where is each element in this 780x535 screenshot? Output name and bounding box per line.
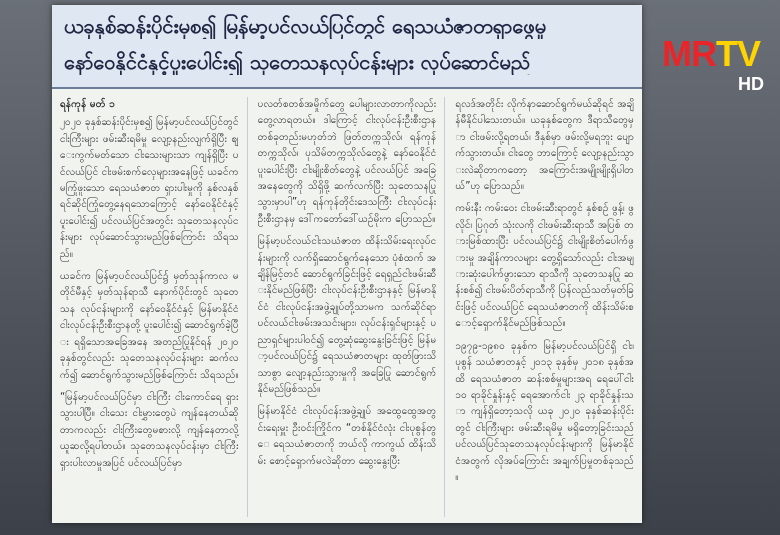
mrtv-wordmark (662, 34, 760, 74)
hd-badge: HD (738, 74, 764, 94)
newspaper-clipping (52, 5, 642, 523)
article-body (60, 97, 634, 517)
paragraph: ၂၀၂၀ ခုနှစ်ဆန်းပိုင်းမှစ၍ မြန်မာ့ပင်လယ်ပြင်တွင် ငါးကြီးများ ဖမ်းဆီးရမိမှု လျော့နည်းလျက်ရှိပြီး ဈေးကွက်မတ်သော ငါးသေးများသာ ကျန်ရှိပြီး ပင်လယ်ပြင် ငါးဖမ်းစက်လှေများအနေဖြင့် ယခင်က မကြုံဖူးသော ရေသယံဇာတ ရှားပါးမှုကို နှစ်လနှစ်ရင်ဆိုင်ကြုံတွေ့နေရသောကြောင့် နော်ဝေနိုင်ငံနှင့် ပူးပေါင်း၍ ပင်လယ်ပြင်အတွင်း သုတေသနလုပ်ငန်းများ လုပ်ဆောင်သွားမည်ဖြစ်ကြောင်း သိရသည်။ (60, 117, 239, 260)
paragraph: ရလဒ်အတိုင်း လိုက်နာဆောင်ရွက်မယ်ဆိုရင် အချိန်မီနိုင်ပါသေးတယ်။ ယခုနှစ်တွေက ဒီရာသီတွေမှာ ငါးဖမ်းလို့ရတယ်၊ ဒီနှစ်မှာ ဖမ်းလို့မရဘူး ပျောက်သွားတယ်။ ငါးတွေ ဘာကြောင့် လျော့နည်းသွားလဲဆိုတာကတော့ အကြောင်းအမျိုးမျိုးရှိပါတယ်”ဟု ပြောသည်။ (455, 99, 635, 193)
paragraph: ပလတ်စတစ်အမှိုက်တွေ ပေါများလာတာကိုလည်း တွေ့လာရတယ်။ ဒါကြောင့် ငါးလုပ်ငန်းဦးစီးဌာနတစ်ခုတည်းမဟုတ်ဘဲ ဖြတ်တက္ကသိုလ်၊ ရန်ကုန်တက္ကသိုလ်၊ ပုသိမ်တက္ကသိုလ်တွေနဲ့ နော်ဝေနိုင်ငံ ပူးပေါင်းပြီး ငါးမျိုးစိတ်တွေနဲ့ ပင်လယ်ပြင် အခြေအနေတွေကို သိရှိဖို့ ဆက်လက်ပြီး သုတေသနပြုသွားမှာပါ”ဟု ရန်ကုန်တိုင်းဒေသကြီး ငါးလုပ်ငန်းဦးစီးဌာနမှ ဒေါ်ကတော်ဒေါ်ယဉ်မိုးက ပြောသည်။ (257, 99, 437, 225)
paragraph: ကမ်းနီး ကမ်းဝေး ငါးဖမ်းဆီးရာတွင် နှစ်စဉ် ဖွန့်၊ ဖွလိုင်၊ ပြဂုတ် သုံးလကို ငါးဖမ်းဆီးရာသီ အပြစ် တားမြစ်ထားပြီး ပင်လယ်ပြင်၌ ငါးမျိုးစိတ်ပေါက်ဖွားမှု အချိန်ကာလများ တွေ့ရှိသော်လည်း ငါးအများဆုံးပေါက်ဖွားသော ရာသီကို သုတေသနပြု ဆန်းစစ်၍ ငါးဖမ်းပိတ်ရာသီကို ပြန်လည်သတ်မှတ်ခြင်းဖြင့် ပင်လယ်ပြင် ရေသယံဇာတကို ထိန်းသိမ်းစောင့်ရှောက်နိုင်မည်ဖြစ်သည်။ (455, 203, 635, 330)
article-column-1 (60, 97, 248, 517)
logo-mr: MR (662, 33, 716, 74)
paragraph: “မြန်မာ့ပင်လယ်ပြင်မှာ ငါးကြီး ငါးကောင်ရေ ရှားသွားပါပြီ။ ငါးသေး ငါးမွှားတွေပဲ ကျန်နေတယ်ဆိုတာကလည်း ငါးကြီးတွေမစားလို့ ကျန်နေတာလို့ ယူဆလို့ရပါတယ်။ သုတေသနလုပ်ငန်းမှာ ငါးကြီး ရှားပါးလာမှုအပြင် ပင်လယ်ပြင်မှာ (60, 391, 239, 469)
paragraph: ၁၉၇၉-၁၉၈၀ ခုနှစ်က မြန်မာ့ပင်လယ်ပြင်ရှိ ငါး၊ ပုစွန် သယံဇာတနှင့် ၂၀၁၃ ခုနှစ်မှ ၂၀၁၈ ခုနှစ်အထိ ရေသယံဇာတ ဆန်းစစ်မှုများအရ ရေပေါ်ငါး ၁၀ ရာခိုင်နှုန်းနှင့် ရေအောက်ငါး ၂၃ ရာခိုင်နှုန်းသာ ကျန်ရှိတော့သလို ယခု ၂၀၂၀ ခုနှစ်ဆန်းပိုင်းတွင် ငါးကြီးများ ဖမ်းဆီးရမိမှု မရှိတော့ခြင်းသည် ပင်လယ်ပြင်သုတေသနလုပ်ငန်းများကို မြန်မာနိုင်ငံအတွက် လိုအပ်ကြောင်း အချက်ပြမှုတစ်ခုသည်။ (455, 340, 635, 483)
paragraph: မြန်မာနိုင်ငံ ငါးလုပ်ငန်းအဖွဲ့ချုပ် အထွေထွေအတွင်းရေးမှူး ဦးဝင်းကြိုင်က “တစ်နိုင်ငံလုံး ငါးပုစွန်တွေ ရေသယံဇာတကို ဘယ်လို ကာကွယ် ထိန်းသိမ်း စောင့်ရှောက်မလဲဆိုတာ ဆွေးနွေးပြီး (257, 406, 437, 467)
article-column-3 (455, 97, 634, 517)
mrtv-hd-logo (662, 34, 772, 98)
paragraph: ယခင်က မြန်မာ့ပင်လယ်ပြင်၌ မှတ်သုန်ကာလ မတိုင်မီနှင့် မှတ်သုန်ရာသီ နောက်ပိုင်းတွင် သုတေသန လုပ်ငန်းများကို နော်ဝေနိုင်ငံနှင့် မြန်မာနိုင်ငံ ငါးလုပ်ငန်းဦးစီးဌာနတို့ ပူးပေါင်း၍ ဆောင်ရွက်ခဲ့ပြီး ရရှိသောအခြေအနေ အတည်ပြုနိုင်ရန် ၂၀၂၀ ခုနှစ်တွင်လည်း သုတေသနလုပ်ငန်းများ ဆက်လက်၍ ဆောင်ရွက်သွားမည်ဖြစ်ကြောင်း သိရသည်။ (60, 271, 239, 381)
dateline: ရန်ကုန် မတ် ၁ (60, 99, 115, 110)
headline-line-1: ယခုနှစ်ဆန်းပိုင်းမှစ၍ မြန်မာ့ပင်လယ်ပြင်တွင် ရေသယံဇာတရှာဖွေမှု (64, 14, 547, 38)
article-column-2 (258, 97, 446, 517)
paragraph: မြန်မာ့ပင်လယ်ငါးသယံဇာတ ထိန်းသိမ်းရေးလုပ်ငန်းများကို လက်ရှိဆောင်ရွက်နေသော ပုံစံထက် အချိန်မြင့်တင် ဆောင်ရွက်ခြင်းဖြင့် ရေရှည်ငါးဖမ်းဆီးနိုင်မည်ဖြစ်ပြီး ငါးလုပ်ငန်းဦးစီးဌာနနှင့် မြန်မာနိုင်ငံ ငါးလုပ်ငန်းအဖွဲ့ချုပ်တို့သာမက သက်ဆိုင်ရာ ပင်လယ်ငါးဖမ်းအသင်းများ၊ လုပ်ငန်းရှင်များနှင့် ပညာရှင်များပါဝင်၍ တွေ့ဆုံဆွေးနွေးခြင်းဖြင့် မြန်မာ့ပင်လယ်ပြင်၌ ရေသယံဇာတများ ထုတ်ဖြားသိသာစွာ လျော့နည်းသွားမှုကို အခြေပြု ဆောင်ရွက်နိုင်မည်ဖြစ်သည်။ (257, 236, 437, 395)
logo-tv: TV (716, 33, 761, 74)
headline-box (52, 5, 642, 89)
headline-line-2: နော်ဝေနိုင်ငံနှင့်ပူးပေါင်း၍ သုတေသနလုပ်ငန်းများ လုပ်ဆောင်မည် (64, 50, 531, 74)
